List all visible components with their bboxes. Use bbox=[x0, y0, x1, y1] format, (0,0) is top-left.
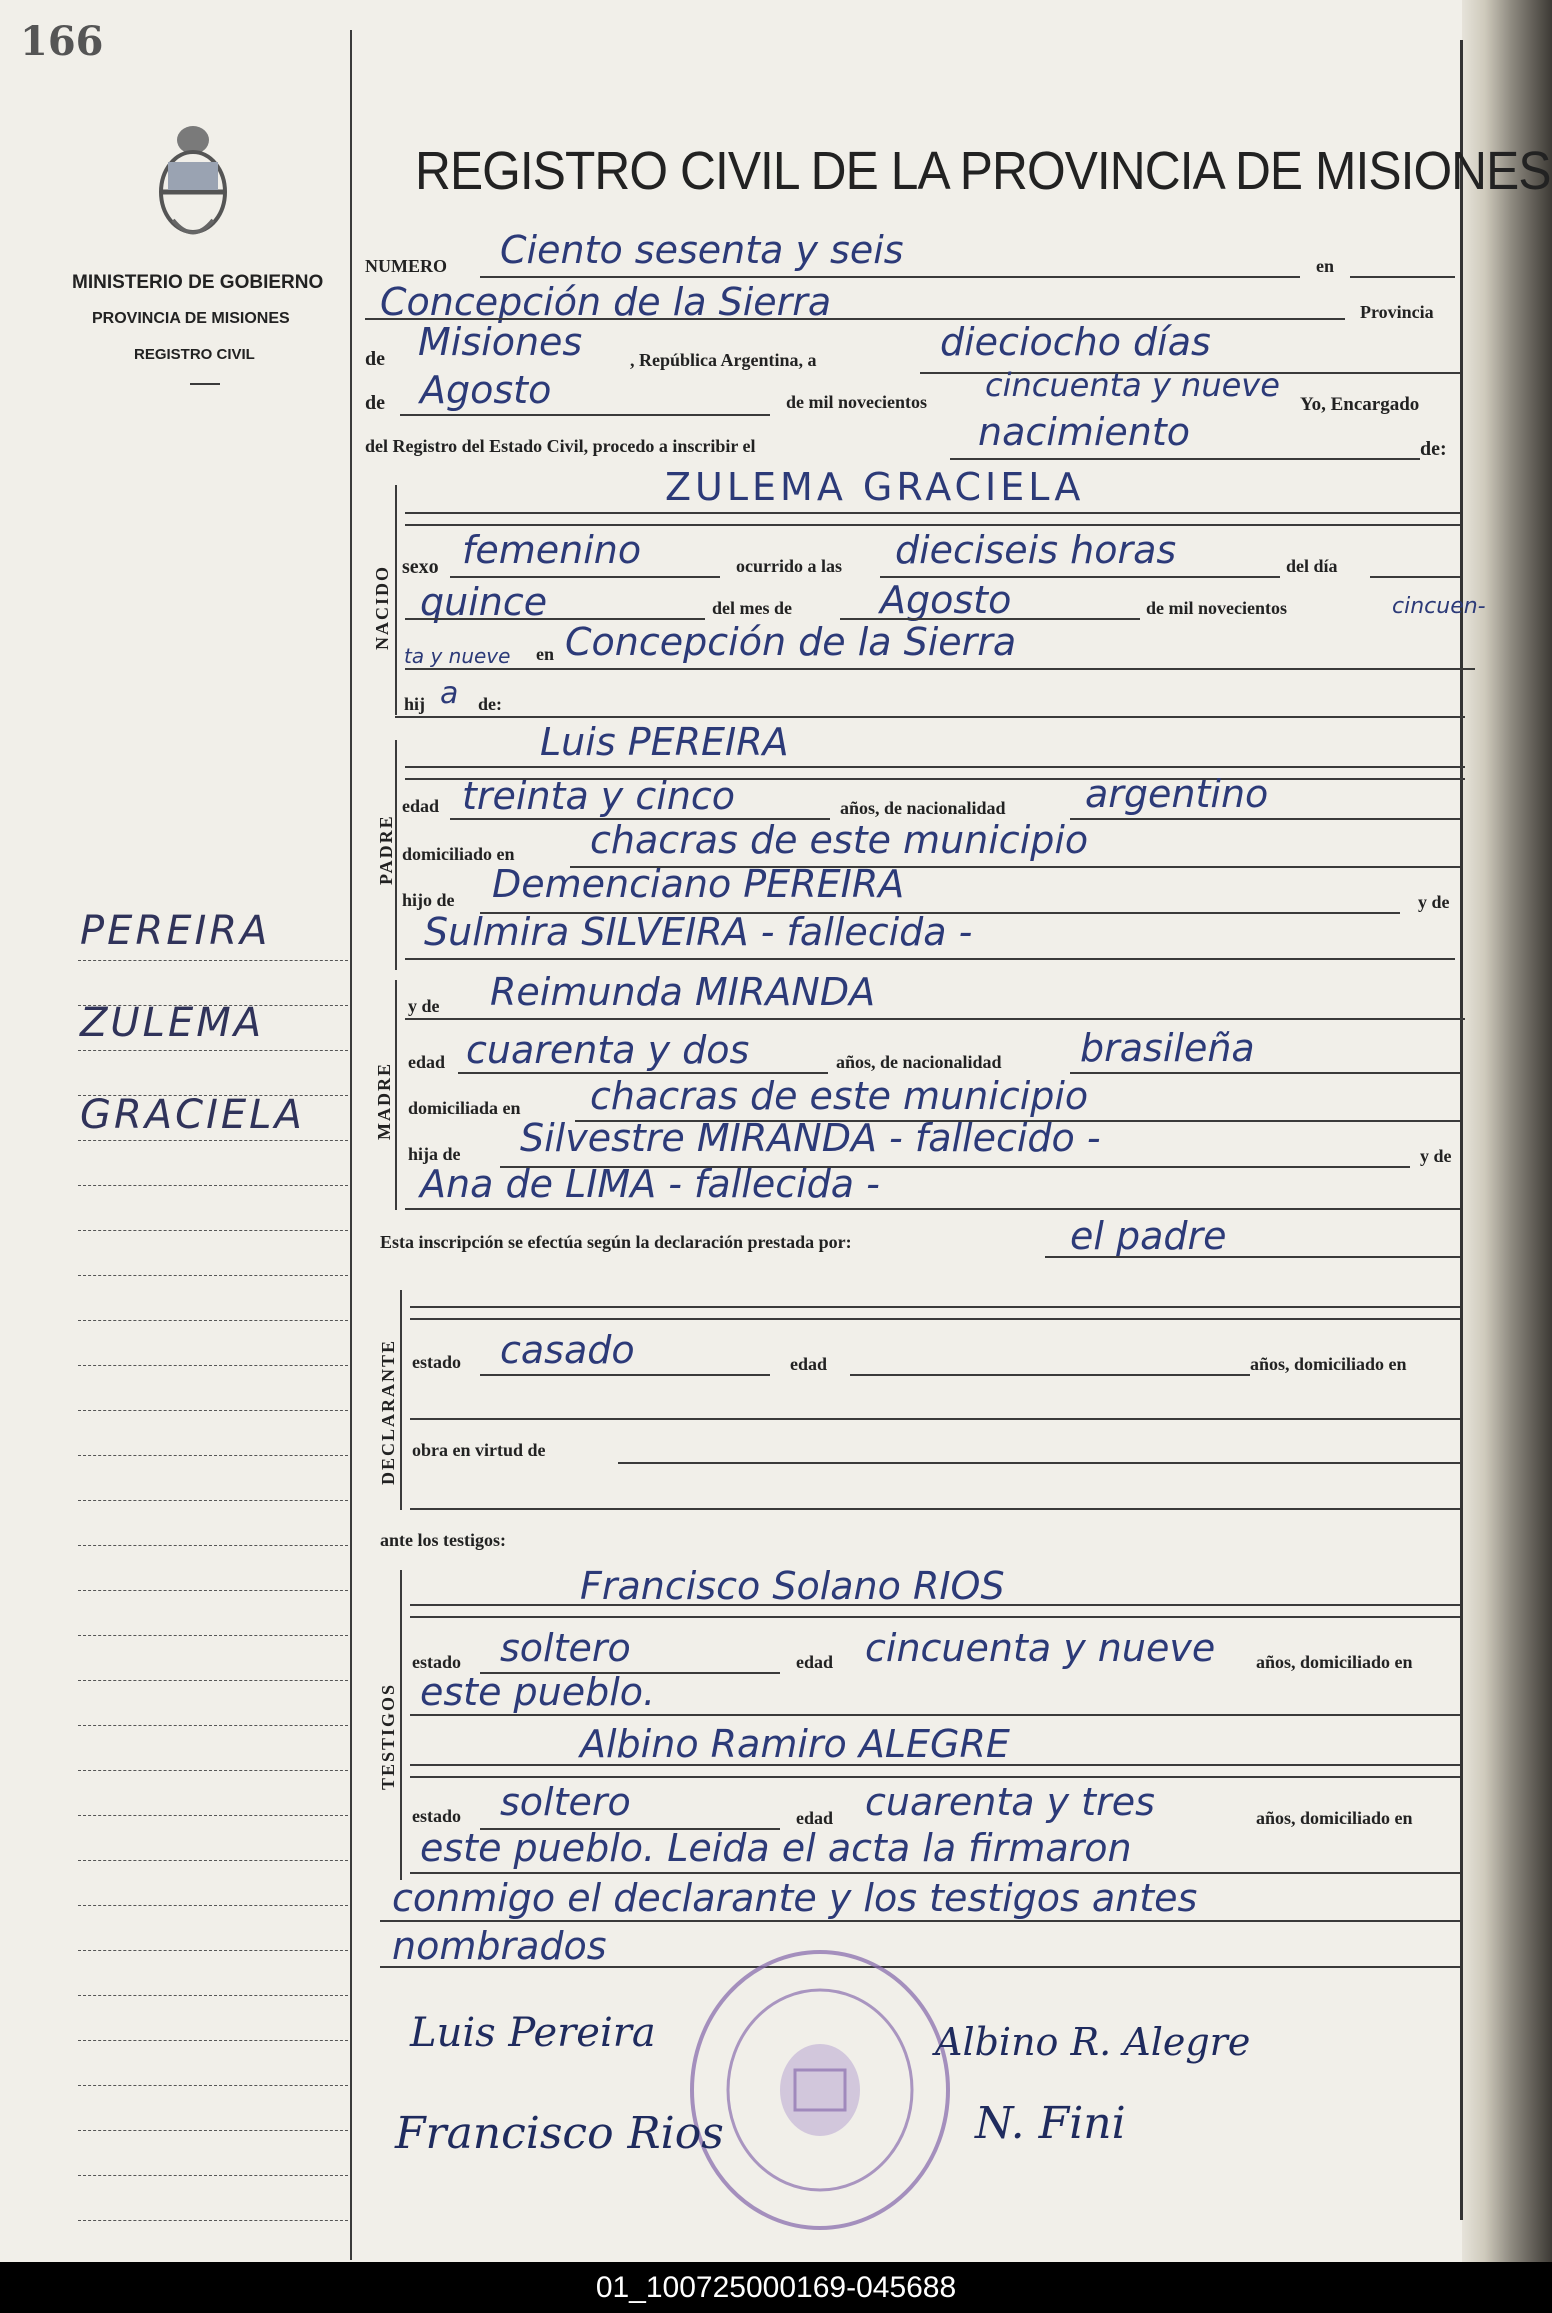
margin-rule-line bbox=[78, 2040, 348, 2041]
label-del-mes: del mes de bbox=[712, 598, 792, 618]
label-decl-edad: edad bbox=[790, 1354, 828, 1374]
label-t1-edad: edad bbox=[796, 1652, 834, 1672]
label-decl-estado: estado bbox=[412, 1352, 461, 1372]
rule-padre-1 bbox=[405, 766, 1465, 768]
margin-rule-line bbox=[78, 1095, 348, 1096]
hw-anio-nac-a: cincuen- bbox=[1392, 594, 1486, 619]
hw-sexo: femenino bbox=[462, 528, 642, 572]
margin-rule-line bbox=[78, 1680, 348, 1681]
ministry-dash bbox=[190, 383, 220, 385]
rule-sexo bbox=[450, 576, 720, 578]
coat-of-arms-icon bbox=[148, 120, 238, 250]
margin-rule-line bbox=[78, 1725, 348, 1726]
label-t2-estado: estado bbox=[412, 1806, 461, 1826]
rule-decl-3 bbox=[410, 1418, 1460, 1420]
margin-rule-line bbox=[78, 1320, 348, 1321]
margin-rule-line bbox=[78, 1635, 348, 1636]
label-de: de bbox=[365, 348, 385, 370]
label-t1-anos: años, domiciliado en bbox=[1256, 1652, 1413, 1672]
label-padre-edad: edad bbox=[402, 796, 440, 816]
rule-nombre-1 bbox=[405, 512, 1460, 514]
book-gutter bbox=[1462, 0, 1552, 2262]
label-provincia: Provincia bbox=[1360, 302, 1434, 322]
image-id-footer: 01_100725000169-045688 bbox=[0, 2262, 1552, 2313]
rule-madre bbox=[405, 1018, 1465, 1020]
hw-numero: Ciento sesenta y seis bbox=[500, 228, 904, 272]
label-decl-anos: años, domiciliado en bbox=[1250, 1354, 1407, 1374]
label-t1-estado: estado bbox=[412, 1652, 461, 1672]
margin-rule-line bbox=[78, 1860, 348, 1861]
margin-rule-line bbox=[78, 1815, 348, 1816]
document-title: REGISTRO CIVIL DE LA PROVINCIA DE MISIONES bbox=[415, 141, 1551, 201]
rule-decl-estado bbox=[480, 1374, 770, 1376]
hw-acto: nacimiento bbox=[978, 410, 1191, 454]
label-mil-nac: de mil novecientos bbox=[1146, 598, 1287, 618]
label-hij: hij bbox=[404, 694, 426, 714]
margin-rule-line bbox=[78, 1365, 348, 1366]
declarante-bracket bbox=[400, 1290, 402, 1510]
hw-padre-nac: argentino bbox=[1085, 772, 1269, 816]
label-t2-anos: años, domiciliado en bbox=[1256, 1808, 1413, 1828]
label-declarante: DECLARANTE bbox=[378, 1338, 398, 1485]
hw-dia: dieciocho días bbox=[940, 320, 1211, 364]
hw-dia-nac: quince bbox=[420, 580, 548, 624]
rule-padre-nac bbox=[1070, 818, 1460, 820]
rule-declarante bbox=[1045, 1256, 1460, 1258]
hw-t2-estado: soltero bbox=[500, 1780, 631, 1824]
label-obra: obra en virtud de bbox=[412, 1440, 546, 1460]
label-madre-anos: años, de nacionalidad bbox=[836, 1052, 1002, 1072]
hw-nombre: ZULEMA GRACIELA bbox=[665, 465, 1085, 509]
margin-rule-line bbox=[78, 1770, 348, 1771]
hw-madre-madre: Ana de LIMA - fallecida - bbox=[420, 1162, 880, 1206]
label-padre-anos: años, de nacionalidad bbox=[840, 798, 1006, 818]
hw-t1-estado: soltero bbox=[500, 1626, 631, 1670]
hw-testigo2: Albino Ramiro ALEGRE bbox=[580, 1722, 1010, 1766]
margin-rule-line bbox=[78, 1950, 348, 1951]
signature-3: Francisco Rios bbox=[395, 2108, 724, 2159]
right-rule bbox=[1460, 40, 1463, 2220]
label-de-colon: de: bbox=[1420, 438, 1447, 460]
hw-t1-edad: cincuenta y nueve bbox=[865, 1626, 1216, 1670]
label-y-de3: y de bbox=[1420, 1146, 1452, 1166]
margin-rule-line bbox=[78, 2085, 348, 2086]
rule-cierre1 bbox=[410, 1872, 1460, 1874]
margin-rule-line bbox=[78, 1500, 348, 1501]
hw-lugar-nac: Concepción de la Sierra bbox=[565, 620, 1017, 664]
hw-padre-edad: treinta y cinco bbox=[462, 774, 736, 818]
hw-mes: Agosto bbox=[420, 368, 552, 412]
madre-bracket bbox=[395, 980, 397, 1210]
rule-madre-nac bbox=[1070, 1072, 1460, 1074]
margin-rule-line bbox=[78, 1410, 348, 1411]
hw-decl-estado: casado bbox=[500, 1328, 635, 1372]
label-yo: Yo, Encargado bbox=[1300, 394, 1420, 415]
ministry-line2: PROVINCIA DE MISIONES bbox=[92, 310, 290, 327]
hw-provincia: Misiones bbox=[418, 320, 583, 364]
hw-lugar: Concepción de la Sierra bbox=[380, 280, 832, 324]
rule-obra bbox=[618, 1462, 1460, 1464]
margin-rule-line bbox=[78, 1050, 348, 1051]
rule-t1-2 bbox=[410, 1616, 1460, 1618]
label-republica: , República Argentina, a bbox=[630, 350, 817, 370]
margin-rule bbox=[350, 30, 352, 2260]
label-domiciliada: domiciliada en bbox=[408, 1098, 521, 1118]
rule-del-dia bbox=[1370, 576, 1460, 578]
hw-madre-padre: Silvestre MIRANDA - fallecido - bbox=[520, 1116, 1101, 1160]
rule-nombre-2 bbox=[405, 524, 1460, 526]
signature-2: Albino R. Alegre bbox=[935, 2020, 1251, 2064]
hw-cierre3: nombrados bbox=[392, 1924, 607, 1968]
rule-t2-2 bbox=[410, 1776, 1460, 1778]
margin-given1: ZULEMA bbox=[80, 1000, 265, 1046]
rule-lugar-nac bbox=[405, 668, 1475, 670]
rule-en bbox=[1350, 276, 1455, 278]
margin-rule-line bbox=[78, 1455, 348, 1456]
ministry-line1: MINISTERIO DE GOBIERNO bbox=[72, 272, 324, 293]
margin-rule-line bbox=[78, 2175, 348, 2176]
margin-rule-line bbox=[78, 1005, 348, 1006]
label-sexo: sexo bbox=[402, 556, 439, 578]
margin-rule-line bbox=[78, 960, 348, 961]
hw-cierre2: conmigo el declarante y los testigos antes bbox=[392, 1876, 1198, 1920]
rule-cierre2 bbox=[380, 1920, 1460, 1922]
label-esta-inscripcion: Esta inscripción se efectúa según la declaración prestada por: bbox=[380, 1232, 852, 1252]
rule-decl-2 bbox=[410, 1318, 1460, 1320]
hw-t1-dom: este pueblo. bbox=[420, 1670, 656, 1714]
label-numero: NUMERO bbox=[365, 256, 447, 276]
rule-decl-edad bbox=[850, 1374, 1250, 1376]
rule-decl-1 bbox=[410, 1306, 1460, 1308]
margin-rule-line bbox=[78, 1230, 348, 1231]
label-y-de2: y de bbox=[408, 996, 440, 1016]
hw-padre: Luis PEREIRA bbox=[540, 720, 789, 764]
label-mil: de mil novecientos bbox=[786, 392, 927, 412]
nacido-bracket bbox=[395, 485, 397, 715]
hw-cierre1: este pueblo. Leida el acta la firmaron bbox=[420, 1826, 1132, 1870]
hw-hija-a: a bbox=[440, 676, 459, 711]
label-y-de: y de bbox=[1418, 892, 1450, 912]
label-nacido: NACIDO bbox=[372, 564, 392, 650]
label-padre: PADRE bbox=[376, 814, 396, 885]
hw-mes-nac: Agosto bbox=[880, 578, 1012, 622]
signature-4: N. Fini bbox=[975, 2098, 1126, 2149]
hw-padre-dom: chacras de este municipio bbox=[590, 818, 1089, 862]
label-ocurrido: ocurrido a las bbox=[736, 556, 842, 576]
hw-padre-madre: Sulmira SILVEIRA - fallecida - bbox=[424, 910, 973, 954]
margin-surname: PEREIRA bbox=[80, 908, 271, 954]
hw-anio-nac-b: ta y nueve bbox=[404, 644, 511, 668]
margin-rule-line bbox=[78, 1140, 348, 1141]
rule-t1-dom bbox=[410, 1714, 1460, 1716]
page-number: 166 bbox=[20, 18, 104, 65]
rule-t1-1 bbox=[410, 1604, 1460, 1606]
signature-1: Luis Pereira bbox=[410, 2010, 656, 2056]
rule-mes bbox=[400, 414, 770, 416]
margin-rule-line bbox=[78, 2130, 348, 2131]
hw-madre-edad: cuarenta y dos bbox=[466, 1028, 750, 1072]
label-testigos: TESTIGOS bbox=[378, 1682, 398, 1790]
rule-acto bbox=[950, 458, 1420, 460]
label-domiciliado: domiciliado en bbox=[402, 844, 515, 864]
ministry-line3: REGISTRO CIVIL bbox=[134, 346, 255, 363]
rule-decl-4 bbox=[410, 1508, 1460, 1510]
hw-madre: Reimunda MIRANDA bbox=[490, 970, 876, 1014]
margin-rule-line bbox=[78, 1995, 348, 1996]
margin-given2: GRACIELA bbox=[80, 1092, 305, 1138]
rule-numero bbox=[480, 276, 1300, 278]
label-del-registro: del Registro del Estado Civil, procedo a inscribir el bbox=[365, 436, 756, 456]
margin-rule-line bbox=[78, 1545, 348, 1546]
hw-t2-edad: cuarenta y tres bbox=[865, 1780, 1155, 1824]
margin-rule-line bbox=[78, 1905, 348, 1906]
label-de2: de bbox=[365, 392, 385, 414]
testigos-bracket bbox=[400, 1570, 402, 1880]
hw-padre-padre: Demenciano PEREIRA bbox=[492, 862, 905, 906]
rule-t2-1 bbox=[410, 1764, 1460, 1766]
label-del-dia: del día bbox=[1286, 556, 1338, 576]
margin-rule-line bbox=[78, 1590, 348, 1591]
label-madre: MADRE bbox=[374, 1062, 394, 1140]
margin-rule-line bbox=[78, 2220, 348, 2221]
hw-hora: dieciseis horas bbox=[895, 528, 1177, 572]
label-de3: de: bbox=[478, 694, 502, 714]
label-ante: ante los testigos: bbox=[380, 1530, 506, 1550]
label-en2: en bbox=[536, 644, 554, 664]
rule-hija bbox=[395, 716, 1465, 718]
rule-madre-madre bbox=[405, 1208, 1460, 1210]
label-madre-edad: edad bbox=[408, 1052, 446, 1072]
label-en: en bbox=[1316, 256, 1334, 276]
hw-madre-nac: brasileña bbox=[1080, 1026, 1255, 1070]
registry-stamp bbox=[685, 1945, 955, 2235]
rule-padre-madre bbox=[405, 958, 1455, 960]
hw-testigo1: Francisco Solano RIOS bbox=[580, 1564, 1005, 1608]
hw-madre-dom: chacras de este municipio bbox=[590, 1074, 1089, 1118]
hw-anio: cincuenta y nueve bbox=[985, 366, 1280, 404]
label-hijo-de: hijo de bbox=[402, 890, 455, 910]
label-t2-edad: edad bbox=[796, 1808, 834, 1828]
margin-rule-line bbox=[78, 1185, 348, 1186]
label-hija-de: hija de bbox=[408, 1144, 461, 1164]
hw-declarante: el padre bbox=[1070, 1214, 1227, 1258]
margin-rule-line bbox=[78, 1275, 348, 1276]
